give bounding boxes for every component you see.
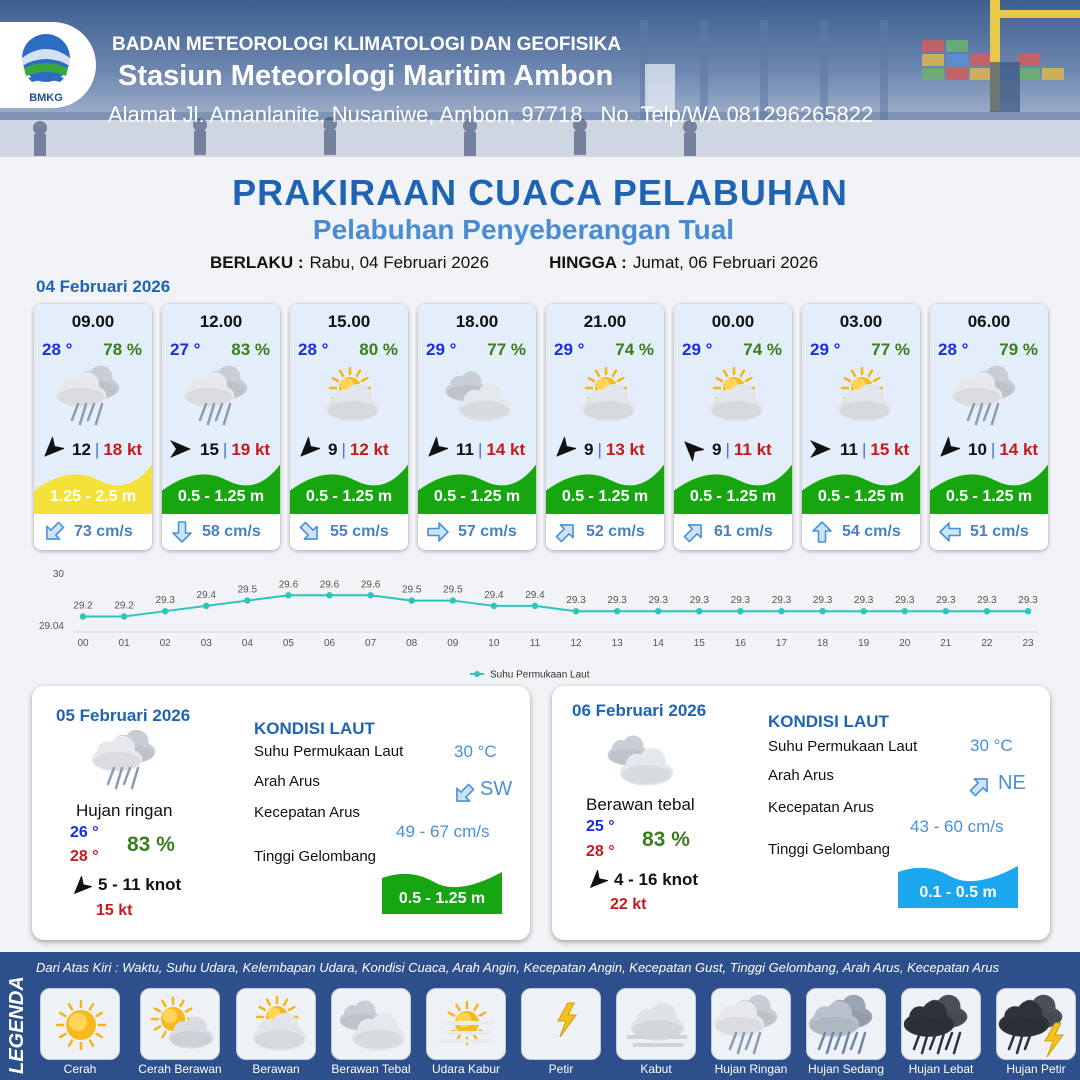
x-tick-label: 01 [118, 638, 130, 649]
sst-point [984, 608, 990, 614]
sst-data-label: 29.3 [648, 595, 668, 607]
sst-point [819, 608, 825, 614]
legend-item [140, 988, 220, 1076]
wave-height: 0.5 - 1.25 m [305, 488, 393, 505]
wave-height: 1.25 - 2.5 m [49, 488, 137, 505]
sst-point [285, 592, 291, 598]
forecast-humidity: 83 % [231, 340, 270, 359]
current-speed: 58 cm/s [202, 523, 261, 540]
gust-speed: 14 kt [999, 440, 1039, 459]
legend-item [996, 988, 1076, 1076]
forecast-card [674, 304, 792, 550]
forecast-humidity: 78 % [103, 340, 142, 359]
sst-point [860, 608, 866, 614]
current-arrow-icon [426, 520, 450, 544]
sst-data-label: 29.3 [566, 595, 586, 607]
forecast-time: 18.00 [455, 312, 499, 331]
forecast-humidity: 77 % [871, 340, 910, 359]
kondisi-laut-title: KONDISI LAUT [254, 719, 375, 738]
lightning-icon [521, 988, 601, 1060]
haze-icon [426, 988, 506, 1060]
current-dir-label: Arah Arus [768, 767, 834, 784]
x-tick-label: 09 [447, 638, 459, 649]
wind-speed: 9 [712, 440, 722, 459]
legend-item [236, 988, 316, 1076]
rain-light-icon [711, 988, 791, 1060]
x-tick-label: 17 [775, 638, 788, 649]
x-tick-label: 11 [529, 638, 541, 649]
sst-data-label: 29.5 [443, 584, 463, 596]
x-tick-label: 02 [159, 638, 171, 649]
legend-item-label: Hujan Ringan [714, 1062, 788, 1076]
forecast-time: 12.00 [199, 312, 243, 331]
day-weather-icon [600, 728, 680, 792]
x-tick-label: 05 [282, 638, 294, 649]
current-dir-value: NE [998, 772, 1026, 794]
sst-point [80, 613, 86, 619]
sst-point [573, 608, 579, 614]
valid-to-value: Jumat, 06 Februari 2026 [632, 253, 819, 272]
day-wind-speed: 5 - 11 knot [98, 875, 182, 894]
legend-item [40, 988, 120, 1076]
day-temp-max: 26 ° [70, 824, 99, 841]
legend-item-label: Hujan Lebat [908, 1062, 974, 1076]
day-condition: Hujan ringan [76, 801, 173, 820]
x-tick-label: 23 [1022, 638, 1034, 649]
sst-point [1025, 608, 1031, 614]
wave-height: 0.5 - 1.25 m [689, 488, 777, 505]
x-tick-label: 21 [940, 638, 952, 649]
sst-point [367, 592, 373, 598]
sst-point [614, 608, 620, 614]
x-tick-label: 20 [899, 638, 911, 649]
wind-arrow-icon [168, 437, 192, 461]
forecast-card [930, 304, 1048, 550]
forecast-humidity: 79 % [999, 340, 1038, 359]
forecast-time: 21.00 [583, 312, 627, 331]
current-info [290, 514, 408, 550]
current-speed-value: 49 - 67 cm/s [396, 822, 490, 841]
partly-cloudy-icon [566, 364, 646, 428]
legend-item [616, 988, 696, 1076]
sst-data-label: 29.3 [607, 595, 627, 607]
wind-speed: 9 [584, 440, 594, 459]
partly-cloudy-icon [310, 364, 390, 428]
gust-speed: 18 kt [103, 440, 143, 459]
current-speed: 52 cm/s [586, 523, 645, 540]
forecast-wind: 9 | 11 kt [680, 437, 792, 461]
x-tick-label: 04 [241, 638, 253, 649]
wind-arrow-icon [424, 437, 448, 461]
legend-item [806, 988, 886, 1076]
wave-height: 0.5 - 1.25 m [433, 488, 521, 505]
sst-value: 30 °C [454, 742, 497, 761]
station-phone: No. Telp/WA 081296265822 [600, 102, 874, 127]
current-info [930, 514, 1048, 550]
rain-light-icon [54, 364, 134, 428]
sst-point [203, 603, 209, 609]
current-speed: 51 cm/s [970, 523, 1029, 540]
sst-point [326, 592, 332, 598]
sst-data-label: 29.3 [730, 595, 751, 607]
kondisi-laut-title: KONDISI LAUT [768, 712, 889, 731]
sst-value: 30 °C [970, 736, 1013, 755]
current-speed: 57 cm/s [458, 523, 517, 540]
current-arrow-icon [170, 520, 194, 544]
wind-speed: 11 [840, 440, 858, 459]
wind-arrow-icon [808, 437, 832, 461]
svg-text:LEGENDA: LEGENDA [6, 976, 28, 1074]
day-condition: Berawan tebal [586, 795, 695, 814]
partly-cloudy-icon [694, 364, 774, 428]
sst-data-label: 29.3 [936, 595, 956, 607]
x-tick-label: 19 [858, 638, 870, 649]
day-date: 06 Februari 2026 [572, 701, 707, 720]
legend-panel [0, 952, 1080, 1080]
forecast-time: 15.00 [327, 312, 371, 331]
bmkg-logo [0, 22, 96, 108]
day-date: 05 Februari 2026 [56, 706, 191, 725]
gust-speed: 15 kt [870, 440, 910, 459]
current-arrow-icon [938, 520, 962, 544]
sst-data-label: 29.2 [114, 600, 134, 612]
legend-item-label: Cerah Berawan [138, 1062, 222, 1076]
current-arrow-icon [42, 520, 66, 544]
x-tick-label: 15 [693, 638, 705, 649]
forecast-wind: 9 | 13 kt [552, 437, 664, 461]
rain-moderate-icon [806, 988, 886, 1060]
x-tick-label: 13 [611, 638, 623, 649]
legend-label: Suhu Permukaan Laut [490, 669, 590, 681]
day-forecast-05 [32, 686, 530, 940]
day-forecast-06 [552, 686, 1050, 940]
legend-item [711, 988, 791, 1076]
forecast-temp: 29 ° [426, 340, 457, 359]
current-dir-label: Arah Arus [254, 773, 320, 790]
sst-data-label: 29.3 [812, 595, 833, 607]
wind-arrow-icon [296, 437, 320, 461]
rain-heavy-icon [901, 988, 981, 1060]
x-tick-label: 18 [817, 638, 829, 649]
forecast-time: 00.00 [711, 312, 755, 331]
gust-speed: 13 kt [605, 440, 645, 459]
current-arrow-icon [682, 520, 706, 544]
wind-speed: 15 [200, 440, 219, 459]
wind-arrow-icon [680, 437, 704, 461]
y-tick-label: 30 [52, 569, 64, 580]
sst-data-label: 29.6 [278, 579, 299, 591]
wind-speed: 12 [72, 440, 91, 459]
forecast-time: 09.00 [71, 312, 115, 331]
sst-data-label: 29.3 [853, 595, 874, 607]
day-temp-max: 25 ° [586, 818, 615, 835]
sst-point [162, 608, 168, 614]
legend-item-label: Kabut [640, 1062, 672, 1076]
legend-item-label: Udara Kabur [431, 1062, 501, 1076]
forecast-card [802, 304, 920, 550]
forecast-temp: 28 ° [938, 340, 969, 359]
rain-light-icon [950, 364, 1030, 428]
gust-speed: 14 kt [486, 440, 526, 459]
day-humidity: 83 % [127, 833, 175, 856]
sst-data-label: 29.2 [73, 600, 93, 612]
header-banner [0, 0, 1080, 157]
svg-text:BMKG: BMKG [29, 92, 63, 104]
current-speed-label: Kecepatan Arus [768, 799, 874, 816]
sst-label: Suhu Permukaan Laut [768, 738, 918, 755]
forecast-card [418, 304, 536, 550]
current-speed-value: 43 - 60 cm/s [910, 817, 1004, 836]
wind-arrow-icon [552, 437, 576, 461]
wind-speed: 9 [328, 440, 338, 459]
legend-item-label: Hujan Sedang [807, 1062, 885, 1076]
wave-height: 0.5 - 1.25 m [817, 488, 905, 505]
sst-chart [30, 562, 1060, 682]
day-gust: 15 kt [96, 902, 133, 919]
sst-series-line [83, 595, 1028, 616]
x-tick-label: 06 [323, 638, 336, 649]
sst-data-label: 29.3 [1018, 595, 1038, 607]
legend-title [2, 952, 30, 1080]
overcast-icon [331, 988, 411, 1060]
x-tick-label: 08 [406, 638, 418, 649]
current-info [674, 514, 792, 550]
sst-point [696, 608, 702, 614]
legend-item [901, 988, 981, 1076]
sst-label: Suhu Permukaan Laut [254, 743, 404, 760]
forecast-wind: 9 | 12 kt [296, 437, 408, 461]
sst-data-label: 29.4 [196, 589, 216, 601]
sst-data-label: 29.6 [319, 579, 340, 591]
current-info [546, 514, 664, 550]
forecast-card [546, 304, 664, 550]
sst-data-label: 29.4 [525, 589, 545, 601]
gust-speed: 11 kt [733, 440, 772, 459]
day-wind-speed: 4 - 16 knot [614, 870, 699, 889]
validity-period [210, 253, 818, 273]
station-name: Stasiun Meteorologi Maritim Ambon [118, 60, 614, 92]
gust-speed: 19 kt [231, 440, 271, 459]
forecast-wind: 10 | 14 kt [936, 437, 1048, 461]
wave-value: 0.5 - 1.25 m [398, 890, 486, 907]
forecast-temp: 28 ° [298, 340, 329, 359]
forecast-humidity: 74 % [743, 340, 782, 359]
legend-marker [474, 671, 480, 677]
sst-point [450, 597, 456, 603]
partly-cloudy-icon [236, 988, 316, 1060]
x-tick-label: 14 [652, 638, 664, 649]
legend-item-label: Berawan Tebal [331, 1062, 411, 1076]
sst-point [532, 603, 538, 609]
legend-item-label: Petir [548, 1062, 574, 1076]
wind-speed: 11 [456, 440, 474, 459]
day1-date: 04 Februari 2026 [36, 277, 171, 296]
legend-item-label: Cerah [63, 1062, 97, 1076]
wave-label: Tinggi Gelombang [768, 841, 891, 858]
forecast-time: 06.00 [967, 312, 1011, 331]
wave-height: 0.5 - 1.25 m [177, 488, 265, 505]
x-tick-label: 03 [200, 638, 212, 649]
current-speed-label: Kecepatan Arus [254, 804, 360, 821]
day-humidity: 83 % [642, 828, 690, 851]
wind-arrow-icon [40, 437, 64, 461]
forecast-card [162, 304, 280, 550]
wave-height: 0.5 - 1.25 m [561, 488, 649, 505]
legend-item-label: Berawan [252, 1062, 300, 1076]
current-arrow-icon [554, 520, 578, 544]
forecast-temp: 29 ° [554, 340, 585, 359]
current-info [34, 514, 152, 550]
fog-icon [616, 988, 696, 1060]
station-address: Alamat Jl. Amanlanite, Nusaniwe, Ambon, 97718 [108, 102, 583, 127]
sst-point [778, 608, 784, 614]
x-tick-label: 00 [77, 638, 89, 649]
forecast-temp: 27 ° [170, 340, 201, 359]
forecast-temp: 29 ° [682, 340, 713, 359]
sst-data-label: 29.3 [689, 595, 710, 607]
current-dir-arrow-icon [968, 774, 992, 798]
sunny-cloudy-icon [140, 988, 220, 1060]
sst-data-label: 29.3 [895, 595, 915, 607]
current-speed: 73 cm/s [74, 523, 133, 540]
legend-item [426, 988, 506, 1076]
forecast-wind: 11 | 15 kt [808, 437, 920, 461]
current-dir-value: SW [480, 778, 513, 800]
thunderstorm-icon [996, 988, 1076, 1060]
sst-point [655, 608, 661, 614]
sst-point [491, 603, 497, 609]
x-tick-label: 10 [488, 638, 500, 649]
current-speed: 54 cm/s [842, 523, 901, 540]
wind-speed: 10 [968, 440, 987, 459]
partly-cloudy-icon [822, 364, 902, 428]
x-tick-label: 22 [981, 638, 993, 649]
sst-point [737, 608, 743, 614]
day-gust: 22 kt [610, 896, 647, 913]
current-arrow-icon [298, 520, 322, 544]
wind-arrow-icon [936, 437, 960, 461]
forecast-time: 03.00 [839, 312, 883, 331]
forecast-temp: 28 ° [42, 340, 73, 359]
current-speed: 61 cm/s [714, 523, 773, 540]
x-tick-label: 16 [734, 638, 746, 649]
current-dir-arrow-icon [452, 782, 476, 806]
legend-item-label: Hujan Petir [1006, 1062, 1066, 1076]
sst-data-label: 29.3 [771, 595, 792, 607]
wave-value: 0.1 - 0.5 m [919, 884, 997, 901]
page-subtitle: Pelabuhan Penyeberangan Tual [312, 214, 735, 245]
day-wind-arrow-icon [586, 870, 608, 892]
current-info [162, 514, 280, 550]
wave-label: Tinggi Gelombang [254, 848, 377, 865]
overcast-icon [438, 364, 518, 428]
x-tick-label: 12 [570, 638, 582, 649]
forecast-wind: 11 | 14 kt [424, 437, 536, 461]
day-wind-arrow-icon [70, 876, 92, 898]
sst-point [902, 608, 908, 614]
x-tick-label: 07 [365, 638, 377, 649]
current-arrow-icon [810, 520, 834, 544]
forecast-card [34, 304, 152, 550]
legend-item [331, 988, 411, 1076]
forecast-wind: 12 | 18 kt [40, 437, 152, 461]
current-info [418, 514, 536, 550]
sst-point [408, 597, 414, 603]
forecast-card [290, 304, 408, 550]
forecast-temp: 29 ° [810, 340, 841, 359]
sst-point [121, 613, 127, 619]
day-temp-min: 28 ° [70, 848, 99, 865]
valid-from-label: BERLAKU : [210, 253, 304, 272]
sst-point [244, 597, 250, 603]
forecast-humidity: 80 % [359, 340, 398, 359]
station-contact [108, 102, 891, 128]
wave-height: 0.5 - 1.25 m [945, 488, 1033, 505]
agency-name: BADAN METEOROLOGI KLIMATOLOGI DAN GEOFISIKA [112, 34, 622, 55]
current-speed: 55 cm/s [330, 523, 389, 540]
rain-light-icon [182, 364, 262, 428]
sst-data-label: 29.3 [977, 595, 997, 607]
forecast-humidity: 74 % [615, 340, 654, 359]
forecast-humidity: 77 % [487, 340, 526, 359]
current-info [802, 514, 920, 550]
y-tick-label: 29.04 [38, 621, 64, 632]
page-title: PRAKIRAAN CUACA PELABUHAN [232, 172, 848, 213]
valid-from-value: Rabu, 04 Februari 2026 [309, 253, 490, 272]
sunny-icon [40, 988, 120, 1060]
gust-speed: 12 kt [349, 440, 389, 459]
sst-data-label: 29.4 [484, 589, 504, 601]
sst-data-label: 29.5 [237, 584, 258, 596]
sst-data-label: 29.3 [155, 595, 175, 607]
valid-to-label: HINGGA : [549, 253, 627, 272]
day-weather-icon [90, 728, 170, 792]
sst-data-label: 29.6 [360, 579, 381, 591]
legend-item [521, 988, 601, 1076]
day-temp-min: 28 ° [586, 843, 615, 860]
sst-data-label: 29.5 [401, 584, 422, 596]
sst-point [943, 608, 949, 614]
legend-description: Dari Atas Kiri : Waktu, Suhu Udara, Kelembapan Udara, Kondisi Cuaca, Arah Angin, Kecepatan Angin, Kecepatan Gust, Tinggi Gelombang, Arah Arus, Kecepatan Arus [36, 960, 1000, 975]
forecast-wind: 15 | 19 kt [168, 437, 280, 461]
